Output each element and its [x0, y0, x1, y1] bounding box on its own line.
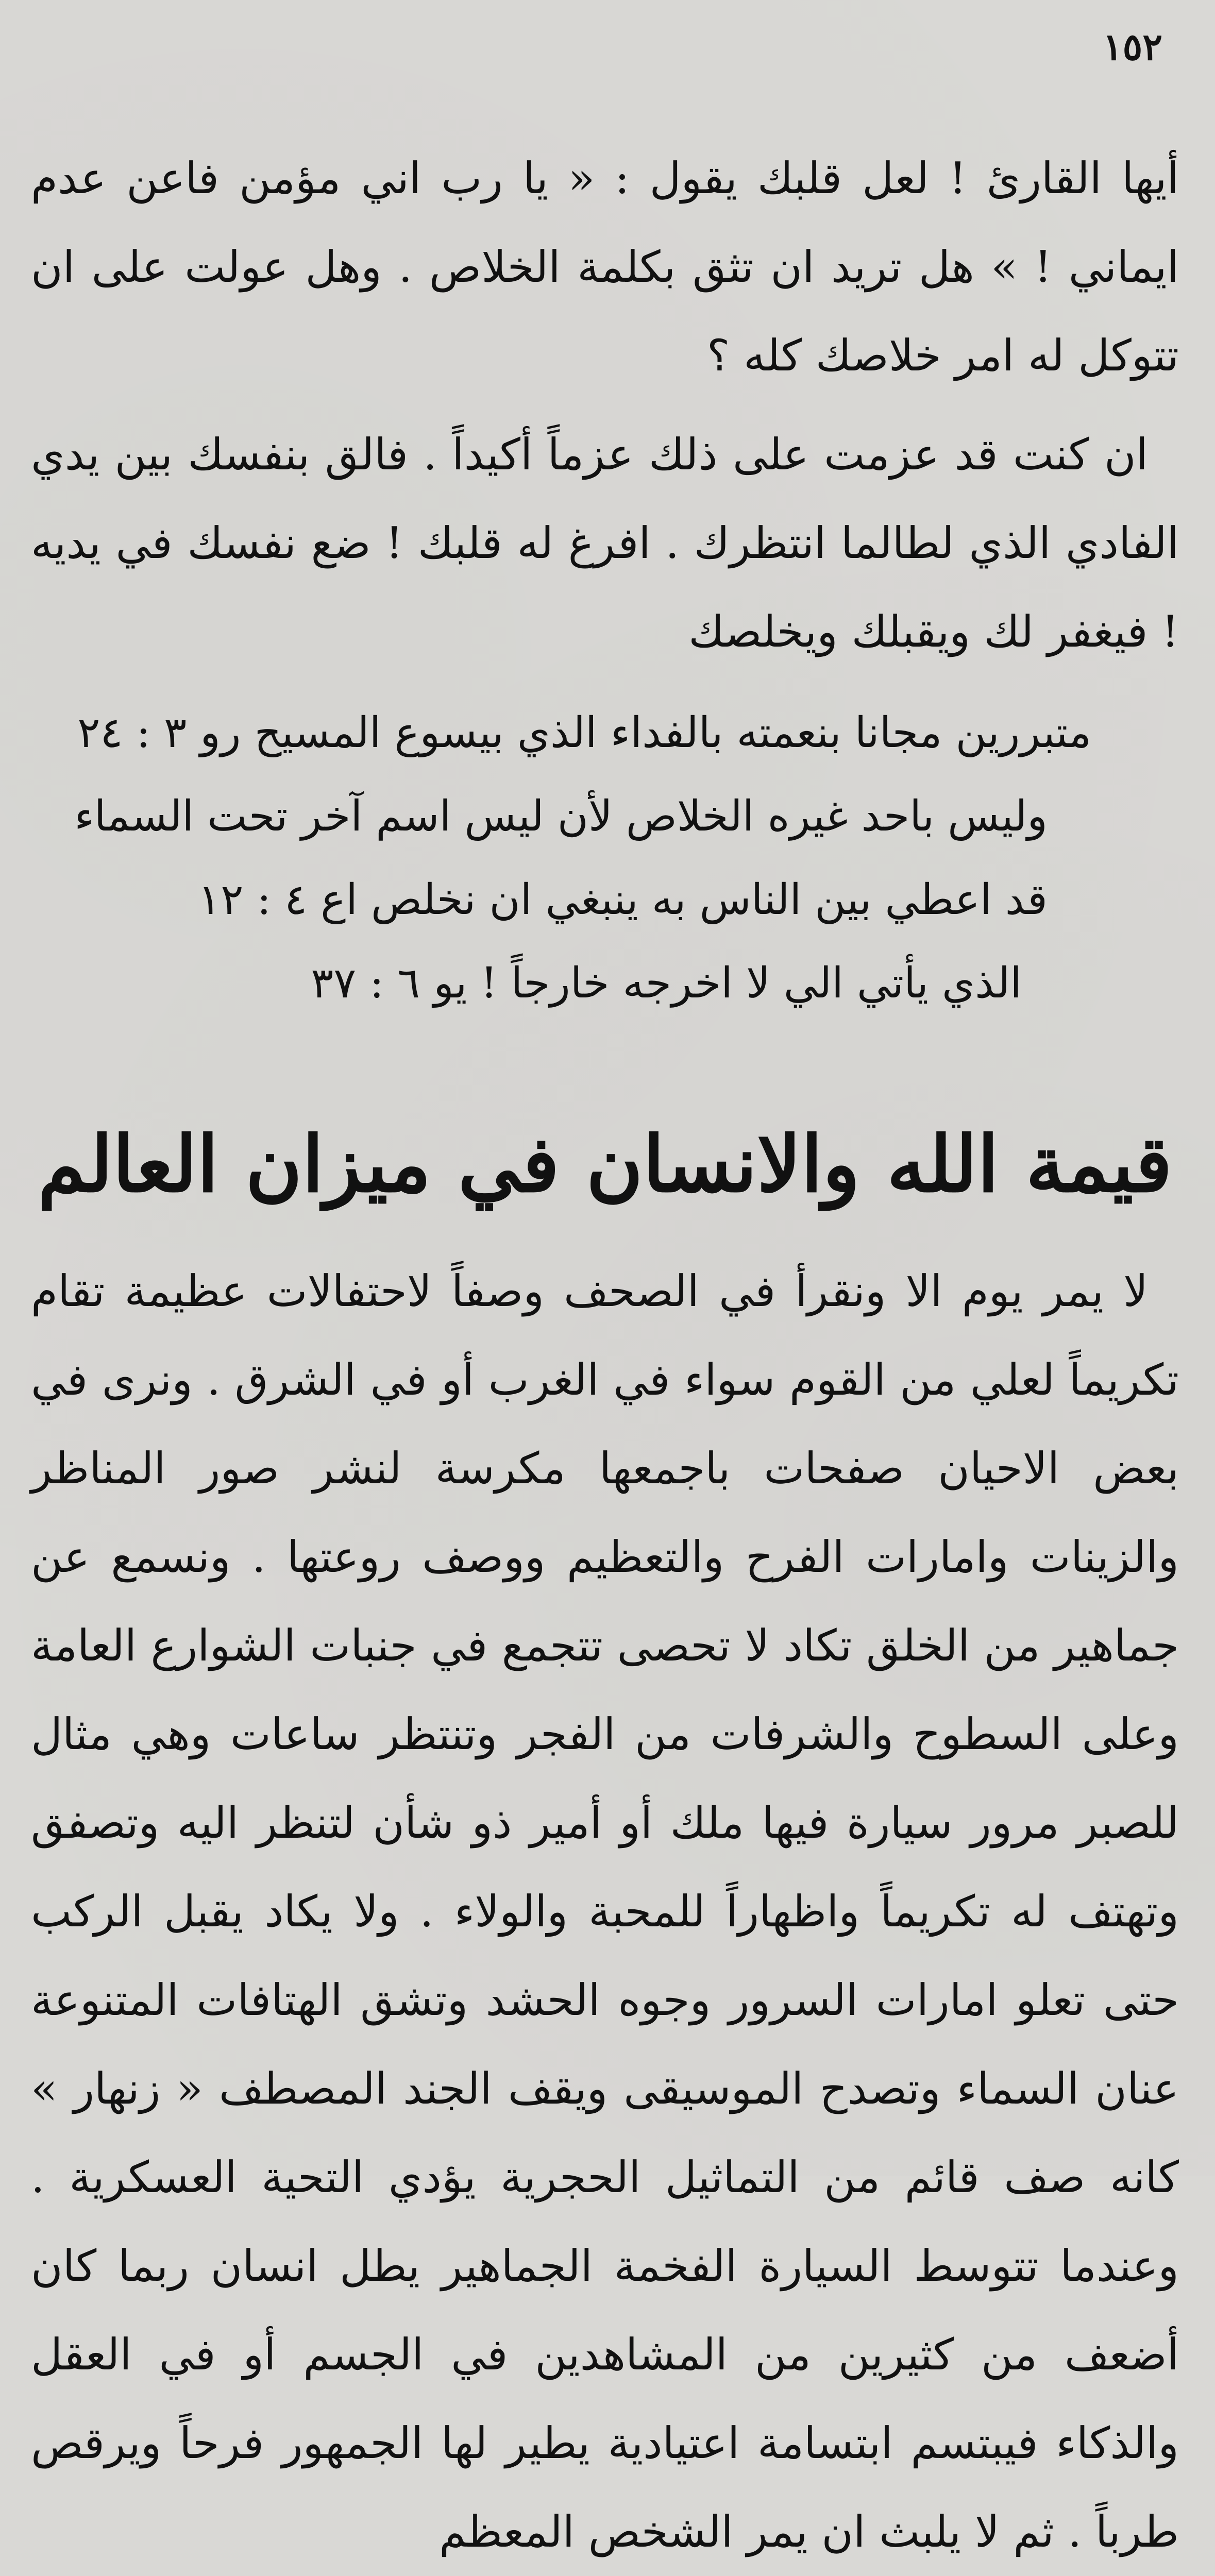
verse-list [31, 691, 1179, 1025]
paragraph-reader-question: أيها القارئ ! لعل قلبك يقول : « يا رب اني مؤمن فاعن عدم ايماني ! » هل تريد ان تثق بكلمة الخلاص . وهل عولت على ان تتوكل له امر خلاصك كله ؟ [31, 153, 1179, 381]
paragraph-celebrations: لا يمر يوم الا ونقرأ في الصحف وصفاً لاحتفالات عظيمة تقام تكريماً لعلي من القوم سواء في الغرب أو في الشرق . ونرى في بعض الاحيان صفحات باجمعها مكرسة لنشر صور المناظر والزينات وامارات الفرح والتعظيم ووصف روعتها . ونسمع عن جماهير من الخلق تكاد لا تحصى تتجمع في جنبات الشوارع العامة وعلى السطوح والشرفات من الفجر وتنتظر ساعات وهي مثال للصبر مرور سيارة فيها ملك أو أمير ذو شأن لتنظر اليه وتصفق وتهتف له تكريماً واظهاراً للمحبة والولاء . ولا يكاد يقبل الركب حتى تعلو امارات السرور وجوه الحشد وتشق الهتافات المتنوعة عنان السماء وتصدح الموسيقى ويقف الجند المصطف « زنهار » كانه صف قائم من التماثيل الحجرية يؤدي التحية العسكرية . وعندما تتوسط السيارة الفخمة الجماهير يطل انسان ربما كان أضعف من كثيرين من المشاهدين في الجسم أو في العقل والذكاء فيبتسم ابتسامة اعتيادية يطير لها الجمهور فرحاً ويرقص طرباً . ثم لا يلبث ان يمر الشخص المعظم [31, 1266, 1179, 2557]
page-number: ١٥٢ [1103, 25, 1163, 69]
verse-line: وليس باحد غيره الخلاص لأن ليس اسم آخر تحت السماء [74, 792, 1048, 841]
verse-line: قد اعطي بين الناس به ينبغي ان نخلص اع ٤ : ١٢ [198, 875, 1048, 924]
verse-line: متبررين مجانا بنعمته بالفداء الذي بيسوع المسيح رو ٣ : ٢٤ [77, 708, 1091, 757]
page-text [31, 134, 1179, 2576]
section-heading: قيمة الله والانسان في ميزان العالم [38, 1119, 1172, 1210]
verse-line: الذي يأتي الي لا اخرجه خارجاً ! يو ٦ : ٣٧ [311, 959, 1022, 1008]
paragraph-decision: ان كنت قد عزمت على ذلك عزماً أكيداً . فالق بنفسك بين يدي الفادي الذي لطالما انتظرك . افرغ له قلبك ! ضع نفسك في يديه ! فيغفر لك ويقبلك ويخلصك [31, 429, 1179, 657]
